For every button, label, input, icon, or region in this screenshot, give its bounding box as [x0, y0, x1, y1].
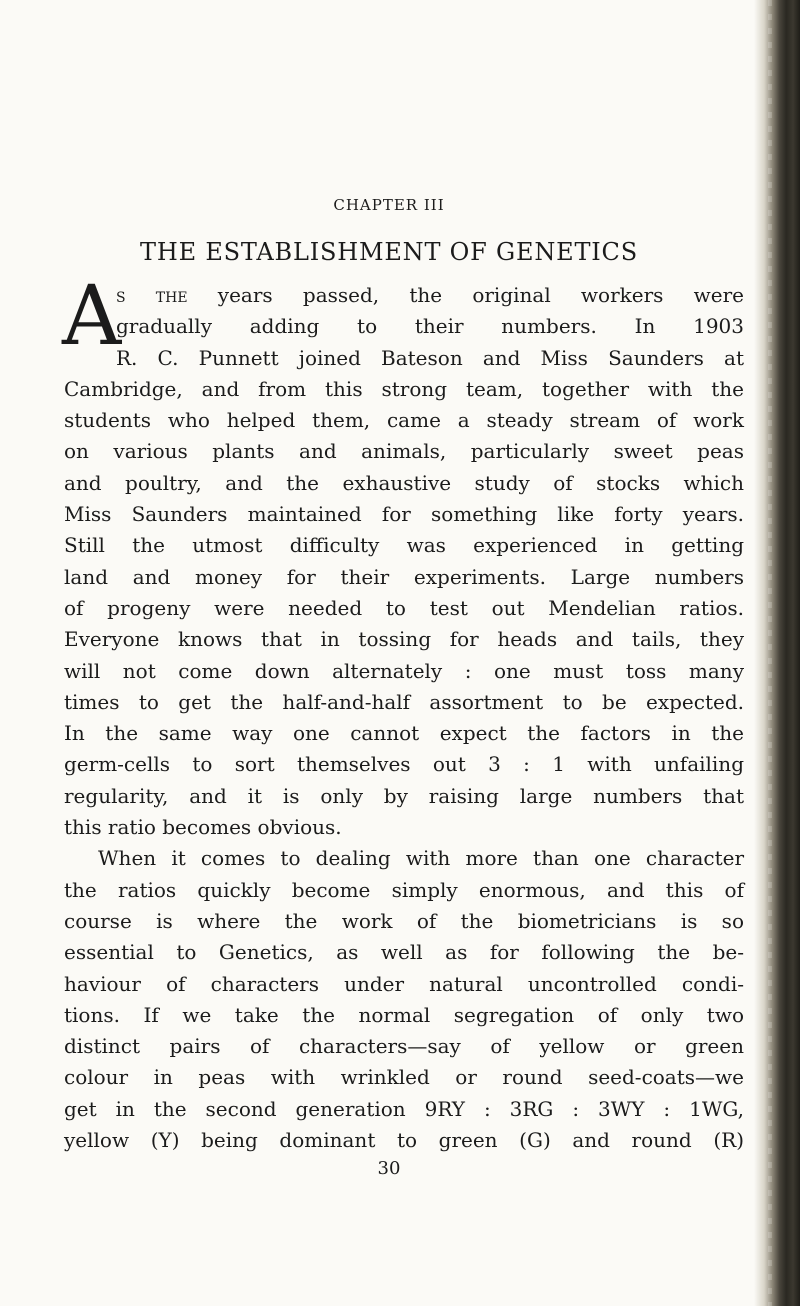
paragraph-1 — [62, 269, 745, 843]
text-line: regularity, and it is only by raising large numbers that — [64, 783, 744, 808]
chapter-body — [62, 269, 745, 1156]
text-line: and poultry, and the exhaustive study of stocks which — [64, 470, 744, 495]
text-line: When it comes to dealing with more than one character — [98, 846, 744, 871]
text-line: Cambridge, and from this strong team, together with the — [64, 376, 744, 401]
text-line: tions. If we take the normal segregation of only two — [64, 1002, 744, 1027]
text-line: this ratio becomes obvious. — [64, 815, 342, 840]
text-line: germ-cells to sort themselves out 3 : 1 with unfailing — [64, 752, 744, 777]
text-line: haviour of characters under natural uncontrolled condi- — [64, 971, 744, 996]
chapter-title: THE ESTABLISHMENT OF GENETICS — [140, 238, 638, 266]
page-number: 30 — [377, 1158, 401, 1180]
text-line: R. C. Punnett joined Bateson and Miss Saunders at — [116, 345, 744, 370]
text-line: of progeny were needed to test out Mendelian ratios. — [64, 595, 744, 620]
text-line: essential to Genetics, as well as for following the be- — [64, 940, 744, 965]
text-line: Everyone knows that in tossing for heads and tails, they — [64, 627, 744, 652]
text-line — [64, 280, 744, 311]
text-line: land and money for their experiments. Large numbers — [64, 564, 744, 589]
text-line: times to get the half-and-half assortment to be expected. — [64, 689, 744, 714]
drop-cap: A — [62, 269, 122, 364]
text-line: Still the utmost difficulty was experienced in getting — [64, 533, 744, 558]
text-line: get in the second generation 9RY : 3RG : 3WY : 1WG, — [64, 1096, 744, 1121]
text-line: distinct pairs of characters—say of yellow or green — [64, 1034, 744, 1059]
text-line: will not come down alternately : one must toss many — [64, 658, 744, 683]
chapter-label: CHAPTER III — [333, 196, 445, 214]
text-line: students who helped them, came a steady stream of work — [64, 408, 744, 433]
book-page — [64, 196, 744, 1179]
text-line: course is where the work of the biometricians is so — [64, 908, 744, 933]
text-line: the ratios quickly become simply enormous, and this of — [64, 877, 744, 902]
text-line-rest: years passed, the original workers were — [187, 283, 745, 307]
text-line: Miss Saunders maintained for something like forty years. — [64, 502, 744, 527]
small-caps-lead: s the — [116, 283, 188, 307]
text-line: gradually adding to their numbers. In 1903 — [116, 314, 744, 339]
text-line: on various plants and animals, particularly sweet peas — [64, 439, 744, 464]
text-line: In the same way one cannot expect the factors in the — [64, 721, 744, 746]
paragraph-2 — [64, 843, 744, 1156]
page-edge-shadow — [754, 0, 800, 1306]
text-line: colour in peas with wrinkled or round seed-coats—we — [64, 1065, 744, 1090]
text-line: yellow (Y) being dominant to green (G) and round (R) — [64, 1128, 744, 1153]
